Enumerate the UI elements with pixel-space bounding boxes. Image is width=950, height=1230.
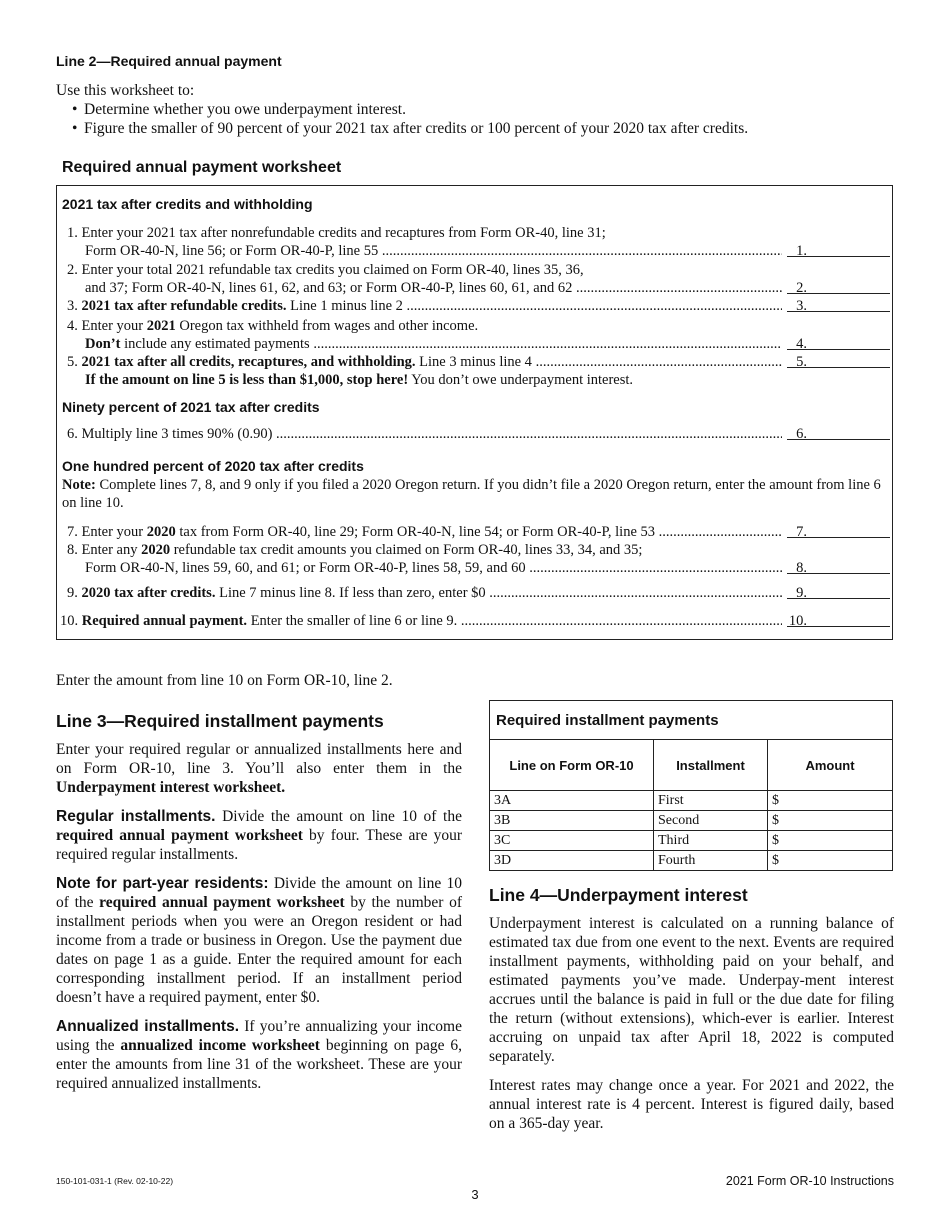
worksheet-line-2a: 2. Enter your total 2021 refundable tax credits you claimed on Form OR-40, lines 35, 36, — [67, 262, 584, 278]
column-header: Line on Form OR-10 — [490, 740, 654, 791]
worksheet-line-5: 5. 2021 tax after all credits, recaptures, and withholding. Line 3 minus line 4 ..... 5. — [57, 353, 892, 371]
line3-section — [56, 711, 462, 1093]
worksheet-section-heading: One hundred percent of 2020 tax after credits — [62, 458, 364, 474]
amount-cell[interactable]: $ — [768, 811, 893, 831]
amount-cell[interactable]: $ — [768, 831, 893, 851]
bullet-list — [56, 100, 748, 138]
worksheet-line-6: 6. Multiply line 3 times 90% (0.90) ..... 6. — [57, 425, 892, 443]
regular-installments-paragraph: Regular installments. Divide the amount on line 10 of the required annual payment worksheet by four. These are your required regular installments. — [56, 808, 463, 863]
table-row: 3D Fourth $ — [490, 851, 893, 871]
right-column — [489, 700, 894, 1133]
amount-cell[interactable]: $ — [768, 791, 893, 811]
interest-rate-paragraph: Interest rates may change once a year. For 2021 and 2022, the annual interest rate is 4 percent. Interest is figured daily, based on a 365-day year. — [489, 1077, 894, 1132]
column-header: Installment — [654, 740, 768, 791]
annualized-installments-paragraph: Annualized installments. If you’re annualizing your income using the annualized income worksheet beginning on page 6, enter the amounts from line 31 of the worksheet. These are your required annualized installments. — [56, 1018, 462, 1092]
line4-paragraph: Underpayment interest is calculated on a running balance of estimated tax due from one event to the next. Events are required installment payments, withholding paid on your behalf, and estimated payments you’ve made. Underpay-ment interest accrues until the balance is paid in full or the due date for filing the return (without extensions), which-ever is earlier. Interest accruing on unpaid tax after April 18, 2022 is computed separately. — [489, 915, 894, 1065]
installments-table-caption: Required installment payments — [490, 701, 893, 740]
worksheet-box — [56, 185, 893, 640]
amount-field[interactable] — [787, 335, 890, 350]
worksheet-title: Required annual payment worksheet — [62, 159, 342, 176]
enter-line10-note: Enter the amount from line 10 on Form OR-10, line 2. — [56, 672, 393, 689]
worksheet-line-10: 10. Required annual payment. Enter the smaller of line 6 or line 9. ..... 10. — [57, 612, 892, 630]
amount-field[interactable] — [787, 353, 890, 368]
line4-heading: Line 4—Underpayment interest — [489, 885, 748, 905]
form-number: 150-101-031-1 (Rev. 02-10-22) — [56, 1176, 174, 1186]
bullet-item: • Figure the smaller of 90 percent of your 2021 tax after credits or 100 percent of your 2020 tax after credits. — [84, 119, 748, 138]
line2-intro — [56, 81, 748, 138]
table-row: 3B Second $ — [490, 811, 893, 831]
amount-field[interactable] — [787, 523, 890, 538]
worksheet-section-heading: Ninety percent of 2021 tax after credits — [62, 399, 320, 415]
line3-paragraph: Enter your required regular or annualized installments here and on Form OR-10, line 3. You’ll also enter them in the Underpayment interest worksheet. — [56, 741, 462, 796]
line3-heading: Line 3—Required installment payments — [56, 711, 384, 731]
worksheet-line-8: Form OR-40-N, lines 59, 60, and 61; or Form OR-40-P, lines 58, 59, and 60 ..... 8. — [57, 559, 892, 577]
table-row: 3A First $ — [490, 791, 893, 811]
part-year-note-paragraph: Note for part-year residents: Divide the amount on line 10 of the required annual payment worksheet by the number of installment periods when you were an Oregon resident or had income from a trade or business in Oregon. Use the payment due dates on page 1 as a guide. Enter the required amount for each corresponding installment period. If an installment period doesn’t have a required payment, enter $0. — [56, 875, 462, 1006]
table-row: 3C Third $ — [490, 831, 893, 851]
column-header: Amount — [768, 740, 893, 791]
stop-here-note: If the amount on line 5 is less than $1,000, stop here! You don’t owe underpayment interest. — [85, 372, 634, 388]
worksheet-line-2: and 37; Form OR-40-N, lines 61, 62, and 63; or Form OR-40-P, lines 60, 61, and 62 ..... 2. — [57, 279, 892, 297]
amount-field[interactable] — [787, 584, 890, 599]
amount-field[interactable] — [787, 279, 890, 294]
worksheet-section-heading: 2021 tax after credits and withholding — [62, 196, 313, 212]
amount-field[interactable] — [787, 297, 890, 312]
installments-table-header — [490, 740, 893, 791]
amount-cell[interactable]: $ — [768, 851, 893, 871]
use-intro: Use this worksheet to: — [56, 82, 195, 99]
line2-heading: Line 2—Required annual payment — [56, 53, 282, 69]
worksheet-line-3: 3. 2021 tax after refundable credits. Line 1 minus line 2 ..... 3. — [57, 297, 892, 315]
amount-field[interactable] — [787, 559, 890, 574]
worksheet-line-4a: 4. Enter your 2021 Oregon tax withheld from wages and other income. — [67, 318, 479, 334]
amount-field[interactable] — [787, 612, 890, 627]
worksheet-line-1a: 1. Enter your 2021 tax after nonrefundable credits and recaptures from Form OR-40, line 31; — [67, 225, 606, 241]
worksheet-line-4: Don’t include any estimated payments ..... 4. — [57, 335, 892, 353]
installments-table — [489, 700, 893, 871]
page-number: 3 — [471, 1187, 479, 1202]
amount-field[interactable] — [787, 425, 890, 440]
worksheet-line-8a: 8. Enter any 2020 refundable tax credit amounts you claimed on Form OR-40, lines 33, 34, and 35; — [67, 542, 643, 558]
bullet-item: • Determine whether you owe underpayment interest. — [84, 100, 748, 119]
footer-title: 2021 Form OR-10 Instructions — [725, 1174, 894, 1188]
amount-field[interactable] — [787, 242, 890, 257]
worksheet-line-9: 9. 2020 tax after credits. Line 7 minus line 8. If less than zero, enter $0 ..... 9. — [57, 584, 892, 602]
worksheet-line-7: 7. Enter your 2020 tax from Form OR-40, line 29; Form OR-40-N, line 54; or Form OR-40-P, line 53 ..... 7. — [57, 523, 892, 541]
worksheet-note: Note: Complete lines 7, 8, and 9 only if you filed a 2020 Oregon return. If you didn’t file a 2020 Oregon return, enter the amount from line 6 on line 10. — [62, 477, 881, 511]
worksheet-line-1: Form OR-40-N, line 56; or Form OR-40-P, line 55 ..... 1. — [57, 242, 892, 260]
